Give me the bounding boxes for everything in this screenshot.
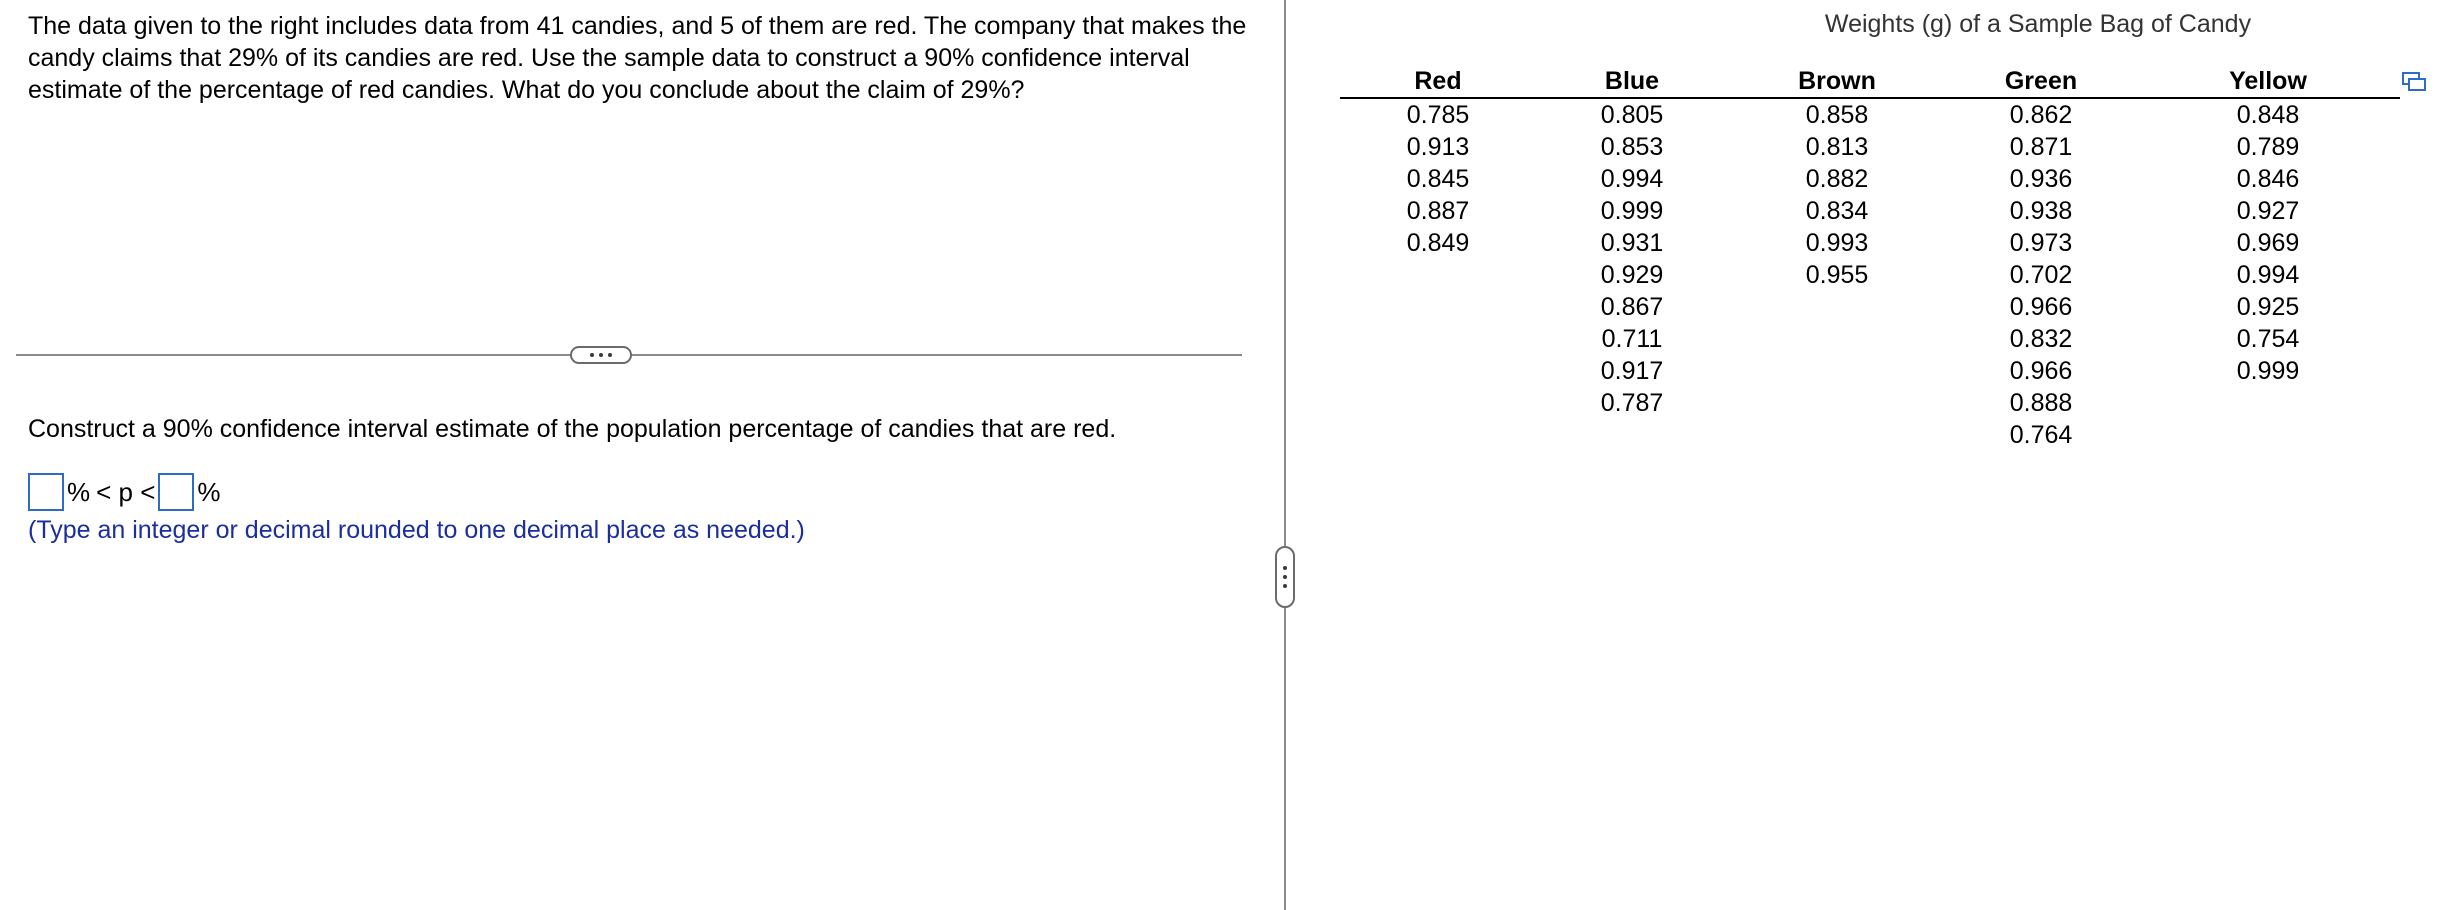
table-row <box>1340 387 2400 419</box>
table-cell <box>2136 387 2400 419</box>
table-cell: 0.862 <box>2009 101 2073 129</box>
table-cell: 0.966 <box>2009 293 2073 321</box>
table-cell: 0.764 <box>2009 421 2073 449</box>
header-red: Red <box>1340 66 1536 98</box>
handle-dot <box>590 353 594 357</box>
handle-dot <box>599 353 603 357</box>
table-row <box>1340 291 2400 323</box>
table-cell: 0.936 <box>2009 165 2073 193</box>
percent-label-2: % <box>197 476 221 507</box>
answer-row <box>28 472 224 512</box>
table-cell <box>1340 387 1536 419</box>
table-cell: 0.787 <box>1600 389 1664 417</box>
table-body <box>1340 98 2400 451</box>
table-cell: 0.929 <box>1600 261 1664 289</box>
table-cell: 0.882 <box>1805 165 1869 193</box>
table-cell <box>1340 355 1536 387</box>
candy-weights-table <box>1340 66 2400 451</box>
table-cell: 0.966 <box>2009 357 2073 385</box>
data-pane <box>1288 0 2458 910</box>
handle-dot <box>608 353 612 357</box>
table-cell: 0.789 <box>2236 133 2300 161</box>
handle-dot <box>1283 584 1287 588</box>
vertical-divider <box>1284 0 1286 910</box>
table-header-row <box>1340 66 2400 98</box>
lower-bound-input[interactable] <box>28 473 64 511</box>
table-cell: 0.848 <box>2236 101 2300 129</box>
table-cell: 0.805 <box>1600 101 1664 129</box>
table-cell: 0.888 <box>2009 389 2073 417</box>
table-cell: 0.858 <box>1805 101 1869 129</box>
table-cell: 0.845 <box>1406 165 1470 193</box>
copy-icon[interactable] <box>2402 72 2426 92</box>
inequality-label: < p < <box>96 476 156 507</box>
table-cell: 0.938 <box>2009 197 2073 225</box>
table-cell: 0.871 <box>2009 133 2073 161</box>
table-cell <box>2136 419 2400 451</box>
table-cell: 0.887 <box>1406 197 1470 225</box>
table-cell: 0.994 <box>2236 261 2300 289</box>
table-cell: 0.867 <box>1600 293 1664 321</box>
table-cell <box>1728 323 1946 355</box>
handle-dot <box>1283 566 1287 570</box>
table-cell <box>1728 419 1946 451</box>
table-cell: 0.832 <box>2009 325 2073 353</box>
header-yellow: Yellow <box>2136 66 2400 98</box>
table-row <box>1340 419 2400 451</box>
table-cell: 0.834 <box>1805 197 1869 225</box>
handle-dot <box>1283 575 1287 579</box>
table-cell: 0.969 <box>2236 229 2300 257</box>
table-cell: 0.754 <box>2236 325 2300 353</box>
table-cell: 0.927 <box>2236 197 2300 225</box>
table-cell: 0.955 <box>1805 261 1869 289</box>
table-row <box>1340 131 2400 163</box>
table-cell <box>1728 355 1946 387</box>
table-cell <box>1340 323 1536 355</box>
table-cell: 0.993 <box>1805 229 1869 257</box>
table-cell <box>1728 387 1946 419</box>
table-cell: 0.999 <box>1600 197 1664 225</box>
table-cell: 0.813 <box>1805 133 1869 161</box>
header-green: Green <box>1946 66 2136 98</box>
table-row <box>1340 227 2400 259</box>
table-cell: 0.785 <box>1406 101 1470 129</box>
header-brown: Brown <box>1728 66 1946 98</box>
table-cell <box>1536 419 1728 451</box>
table-row <box>1340 98 2400 131</box>
table-cell: 0.994 <box>1600 165 1664 193</box>
table-row <box>1340 259 2400 291</box>
hint-text: (Type an integer or decimal rounded to one decimal place as needed.) <box>28 516 805 544</box>
table-cell: 0.973 <box>2009 229 2073 257</box>
table-row <box>1340 323 2400 355</box>
table-cell: 0.853 <box>1600 133 1664 161</box>
header-blue: Blue <box>1536 66 1728 98</box>
table-title: Weights (g) of a Sample Bag of Candy <box>1824 10 2252 38</box>
table-cell: 0.849 <box>1406 229 1470 257</box>
table-cell: 0.913 <box>1406 133 1470 161</box>
table-cell: 0.846 <box>2236 165 2300 193</box>
instruction-text: Construct a 90% confidence interval estimate of the population percentage of candies that are red. <box>28 415 1117 443</box>
table-cell: 0.931 <box>1600 229 1664 257</box>
table-row <box>1340 163 2400 195</box>
more-horizontal-icon[interactable] <box>570 346 632 364</box>
percent-label-1: % <box>67 476 91 507</box>
table-cell <box>1340 419 1536 451</box>
table-cell <box>1340 291 1536 323</box>
question-text: The data given to the right includes data from 41 candies, and 5 of them are red. The company that makes the candy claims that 29% of its candies are red. Use the sample data to construct a 90% confidence interval estimate of the percentage of red candies. What do you conclude about the claim of 29%? <box>28 12 1247 104</box>
upper-bound-input[interactable] <box>158 473 194 511</box>
table-cell <box>1728 291 1946 323</box>
table-cell: 0.917 <box>1600 357 1664 385</box>
table-cell: 0.702 <box>2009 261 2073 289</box>
table-cell <box>1340 259 1536 291</box>
table-cell: 0.711 <box>1601 325 1663 353</box>
table-cell: 0.999 <box>2236 357 2300 385</box>
table-cell: 0.925 <box>2236 293 2300 321</box>
table-row <box>1340 355 2400 387</box>
table-row <box>1340 195 2400 227</box>
